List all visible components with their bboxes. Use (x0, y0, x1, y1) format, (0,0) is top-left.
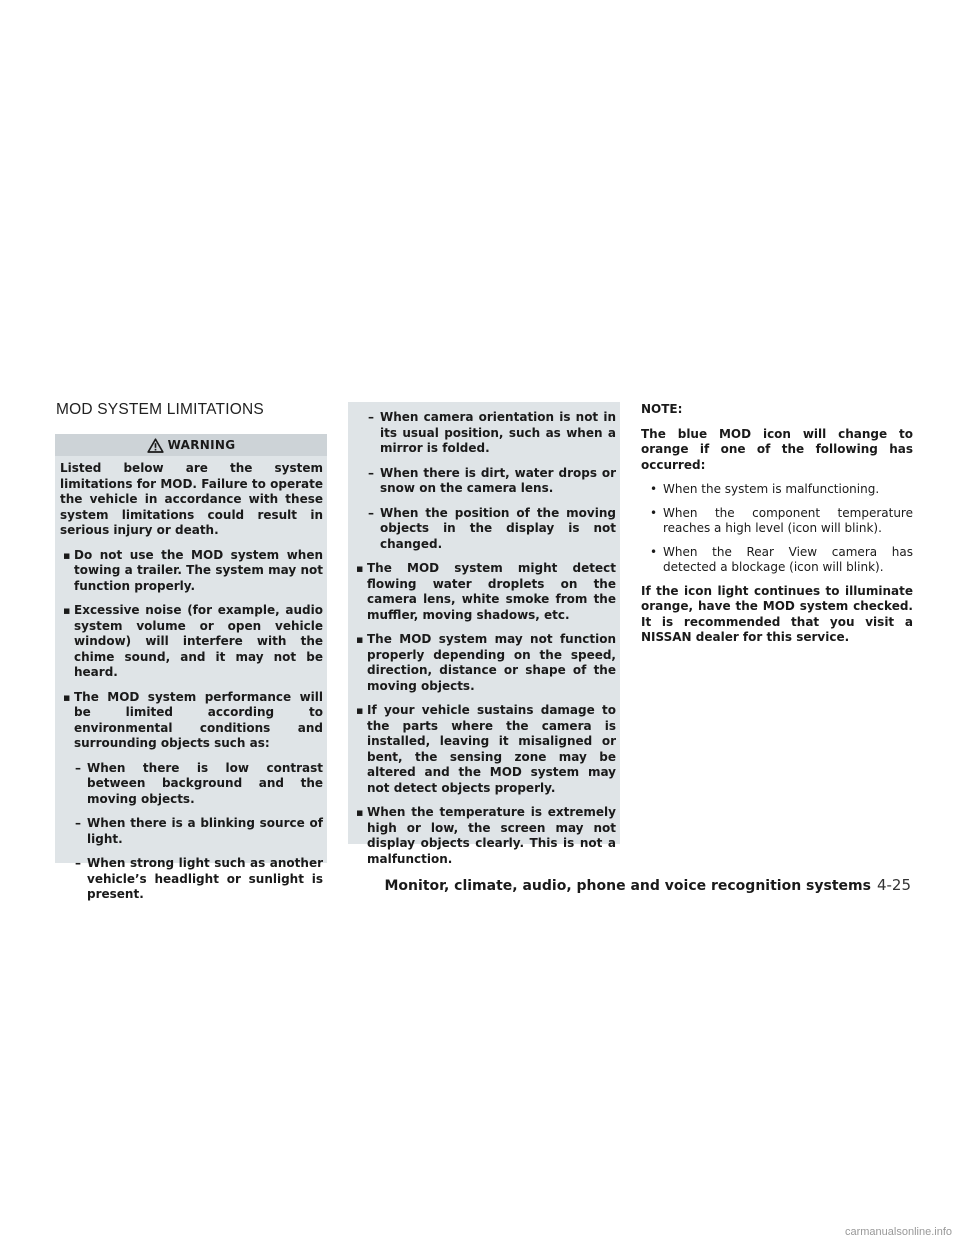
sub-list-item: – When there is low contrast between background and the moving objects. (60, 761, 323, 808)
note-label: NOTE: (641, 402, 683, 416)
list-item: ▪ If your vehicle sustains damage to the parts where the camera is installed, leaving it misaligned or bent, the sensing zone may be altered and the MOD system may not detect objects properly. (353, 703, 616, 796)
list-item: • When the system is malfunctioning. (641, 482, 913, 498)
list-item: ▪ Do not use the MOD system when towing a trailer. The system may not function properly. (60, 548, 323, 595)
list-item: ▪ The MOD system performance will be limited according to environmental conditions and surrounding objects such as: (60, 690, 323, 752)
list-item: ▪ When the temperature is extremely high or low, the screen may not display objects clearly. This is not a malfunction. (353, 805, 616, 867)
section-title: MOD SYSTEM LIMITATIONS (56, 401, 264, 418)
note-closing: If the icon light continues to illuminate orange, have the MOD system checked. It is recommended that you visit a NISSAN dealer for this service. (641, 583, 913, 644)
sub-list-item: – When camera orientation is not in its usual position, such as when a mirror is folded. (353, 410, 616, 457)
chapter-title: Monitor, climate, audio, phone and voice recognition systems (384, 878, 871, 894)
watermark: carmanualsonline.info (844, 1226, 952, 1238)
list-item: • When the component temperature reaches a high level (icon will blink). (641, 506, 913, 537)
list-item: • When the Rear View camera has detected a blockage (icon will blink). (641, 545, 913, 576)
note-lead: The blue MOD icon will change to orange if one of the following has occurred: (641, 426, 913, 472)
page-footer (385, 876, 912, 894)
warning-label: WARNING (167, 438, 236, 452)
sub-list-item: – When there is dirt, water drops or snow on the camera lens. (353, 466, 616, 497)
warning-intro: Listed below are the system limitations for MOD. Failure to operate the vehicle in accordance with these system limitations could result in serious injury or death. (60, 461, 323, 537)
list-item: ▪ The MOD system may not function properly depending on the speed, direction, distance or shape of the moving objects. (353, 632, 616, 694)
sub-list-item: – When the position of the moving objects in the display is not changed. (353, 506, 616, 553)
note-section (641, 402, 913, 655)
list-item: ▪ Excessive noise (for example, audio system volume or open vehicle window) will interfere with the chime sound, and it may not be heard. (60, 603, 323, 681)
sub-list-item: – When strong light such as another vehicle’s headlight or sunlight is present. (60, 856, 323, 903)
warning-triangle-icon (147, 438, 164, 453)
list-item: ▪ The MOD system might detect flowing water droplets on the camera lens, white smoke from the muffler, moving shadows, etc. (353, 561, 616, 623)
warning-box-continued (348, 402, 620, 866)
warning-box (55, 434, 327, 901)
warning-header (55, 434, 327, 456)
sub-list-item: – When there is a blinking source of light. (60, 816, 323, 847)
page-number: 4-25 (876, 876, 911, 894)
